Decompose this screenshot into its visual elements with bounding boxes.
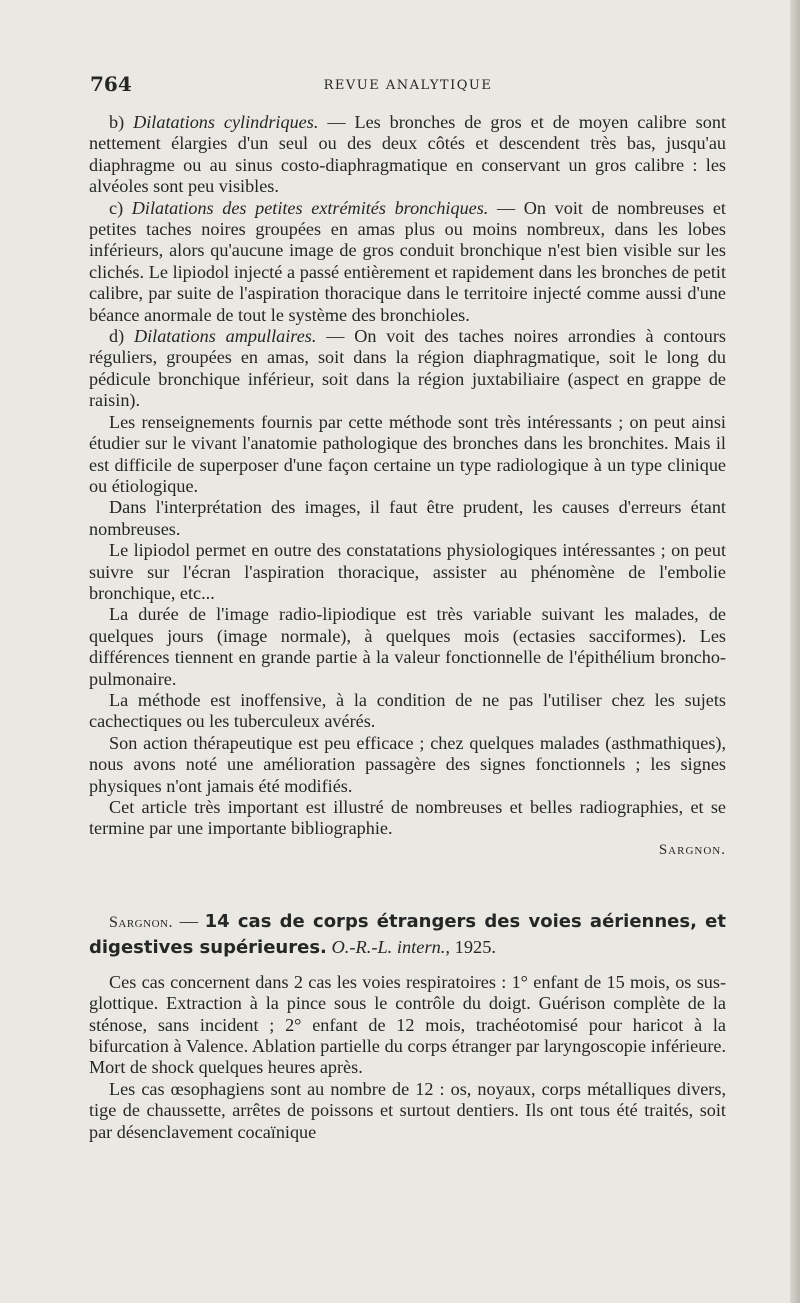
section-title: Dilatations ampullaires. bbox=[133, 326, 317, 347]
paragraph: La méthode est inoffensive, à la condition de ne pas l'utiliser chez les sujets cachectiques ou les tuberculeux avérés. bbox=[89, 689, 726, 732]
journal-year: , 1925. bbox=[445, 936, 496, 957]
page-edge bbox=[790, 0, 800, 1303]
page-header bbox=[90, 72, 726, 100]
paragraph-text: — On voit des taches noires arrondies à contours réguliers, groupées en amas, soit dans la région diaphragmatique, soit le long du pédicule bronchique inférieur, soit dans la région juxtabiliaire (aspect en grappe de raisin). bbox=[89, 326, 726, 411]
article-author: Sargnon. bbox=[109, 913, 173, 931]
running-title: REVUE ANALYTIQUE bbox=[323, 78, 493, 93]
paragraph: Les renseignements fournis par cette méthode sont très intéressants ; on peut ainsi étudier sur le vivant l'anatomie pathologique des bronches dans les bronchites. Mais il est difficile de superposer d'une façon certaine un type radiologique à un type clinique ou étiologique. bbox=[89, 411, 726, 496]
heading-gap bbox=[89, 960, 726, 972]
paragraph-text: — Les bronches de gros et de moyen calibre sont nettement élargies d'un seul ou des deux côtés et descendent très bas, jusqu'au diaphragme ou au sinus costo-diaphragmatique en conservant un gros calibre : les alvéoles sont peu visibles. bbox=[89, 112, 727, 197]
paragraph-b bbox=[89, 112, 726, 198]
paragraph: Cet article très important est illustré de nombreuses et belles radiographies, et se termine par une importante bibliographie. bbox=[89, 797, 726, 839]
paragraph: La durée de l'image radio-lipiodique est très variable suivant les malades, de quelques jours (image normale), à quelques mois (ectasies sacciformes). Les différences tiennent en grande partie à la valeur fonctionnelle de l'épithélium broncho-pulmonaire. bbox=[89, 604, 726, 689]
page-number: 764 bbox=[90, 72, 132, 96]
paragraph: Ces cas concernent dans 2 cas les voies respiratoires : 1° enfant de 15 mois, os sus-glottique. Extraction à la pince sous le contrôle du doigt. Guérison complète de la sténose, sans incident ; 2° enfant de 12 mois, trachéotomisé pour haricot à la bifurcation à Valence. Ablation partielle du corps étranger par laryngoscopie inférieure. Mort de shock quelques heures après. bbox=[89, 971, 726, 1078]
paragraph: Son action thérapeutique est peu efficace ; chez quelques malades (asthmathiques), nous avons noté une amélioration passagère des signes fonctionnels ; les signes physiques n'ont jamais été modifiés. bbox=[89, 732, 726, 796]
paragraph-c bbox=[89, 198, 726, 326]
paragraph: Les cas œsophagiens sont au nombre de 12 : os, noyaux, corps métalliques divers, tige de chaussette, arrêtes de poissons et surtout dentiers. Ils ont tous été traités, soit par désenclavement cocaïnique bbox=[89, 1078, 726, 1142]
paragraph: Dans l'interprétation des images, il faut être prudent, les causes d'erreurs étant nombreuses. bbox=[89, 497, 726, 539]
reviewer-signature: Sargnon. bbox=[658, 841, 726, 858]
list-marker: c) bbox=[109, 197, 132, 218]
section-title: Dilatations des petites extrémités bronchiques. bbox=[131, 197, 489, 218]
list-marker: d) bbox=[109, 326, 134, 347]
journal-name: O.-R.-L. intern. bbox=[331, 936, 446, 957]
article-heading bbox=[89, 909, 726, 960]
section-gap bbox=[89, 861, 726, 909]
section-title: Dilatations cylindriques. bbox=[133, 112, 319, 132]
paragraph: Le lipiodol permet en outre des constatations physiologiques intéressantes ; on peut suivre sur l'écran l'aspiration thoracique, assister au phénomène de l'embolie bronchique, etc... bbox=[89, 540, 726, 603]
heading-dash: — bbox=[172, 910, 205, 931]
list-marker: b) bbox=[109, 112, 134, 132]
page-body bbox=[89, 112, 726, 1143]
paragraph-text: — On voit de nombreuses et petites taches noires groupées en amas plus ou moins nombreux, dans les lobes inférieurs, alors qu'aucune image de gros conduit bronchique n'est bien visible sur les clichés. Le lipiodol injecté a passé entièrement et rapidement dans les bronches de petit calibre, par suite de l'aspiration thoracique dans le territoire injecté comme aussi d'une béance anormale de tout le système des bronchioles. bbox=[89, 197, 726, 325]
article-title: 14 cas de corps étrangers des voies aériennes, et digestives supérieures. bbox=[89, 910, 726, 958]
paragraph-d bbox=[89, 326, 726, 412]
